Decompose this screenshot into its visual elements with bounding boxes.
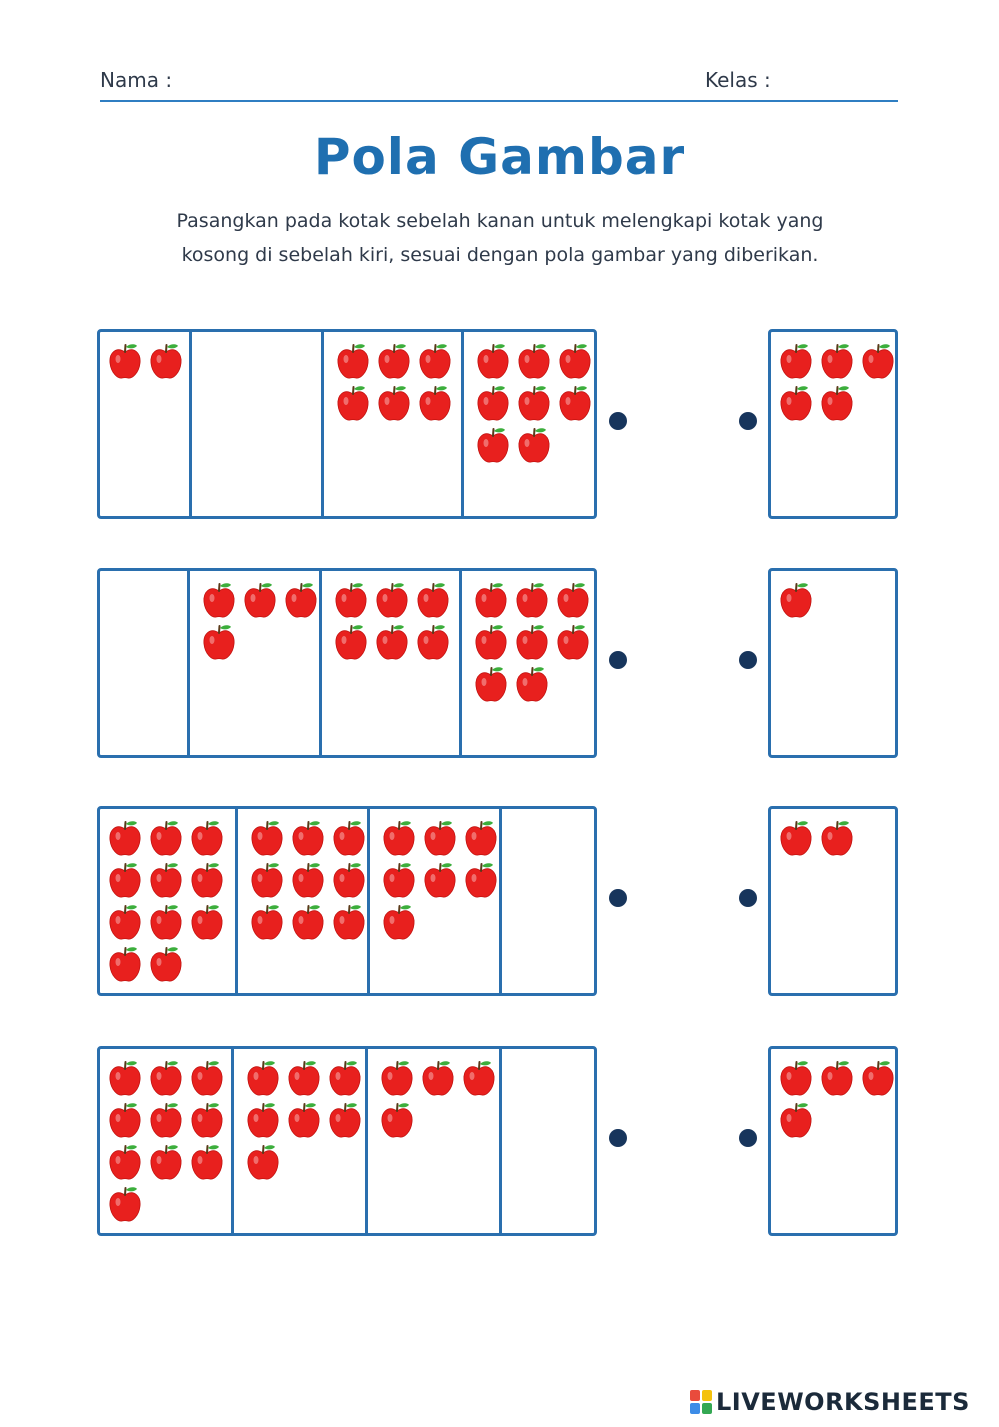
pattern-cell — [319, 571, 462, 755]
apple-icon — [202, 623, 236, 661]
apple-icon — [243, 581, 277, 619]
answer-box — [768, 806, 898, 996]
apple-icon — [779, 342, 813, 380]
instruction-line-2: kosong di sebelah kiri, sesuai dengan pola gambar yang diberikan. — [181, 244, 819, 266]
apple-icon — [190, 1101, 224, 1139]
apple-icon — [476, 384, 510, 422]
apple-icon — [423, 861, 457, 899]
apple-icon — [423, 819, 457, 857]
apple-icon — [149, 1143, 183, 1181]
apple-icon — [779, 1059, 813, 1097]
apple-icon — [108, 1143, 142, 1181]
page-title: Pola Gambar — [313, 128, 686, 186]
apple-icon — [382, 903, 416, 941]
apple-icon — [334, 581, 368, 619]
apple-icon — [820, 384, 854, 422]
instructions — [100, 204, 900, 272]
apple-icon — [779, 581, 813, 619]
header-line — [100, 100, 898, 102]
apple-icon — [190, 819, 224, 857]
apple-icon — [462, 1059, 496, 1097]
apple-icon — [375, 623, 409, 661]
pattern-strip — [97, 806, 597, 996]
apple-icon — [108, 861, 142, 899]
apple-icon — [291, 861, 325, 899]
pattern-cell — [235, 809, 370, 993]
apple-icon — [250, 819, 284, 857]
apple-icon — [476, 426, 510, 464]
apple-icon — [820, 819, 854, 857]
apple-icon — [250, 861, 284, 899]
apple-icon — [336, 342, 370, 380]
pattern-cell — [321, 332, 464, 516]
apple-icon — [418, 384, 452, 422]
match-dot-left[interactable] — [609, 1129, 627, 1147]
apple-icon — [108, 1101, 142, 1139]
liveworksheets-logo — [690, 1386, 970, 1418]
apple-icon — [474, 665, 508, 703]
match-dot-right[interactable] — [739, 651, 757, 669]
apple-icon — [332, 861, 366, 899]
apple-icon — [149, 819, 183, 857]
apple-icon — [416, 581, 450, 619]
apple-icon — [382, 819, 416, 857]
empty-pattern-cell[interactable] — [499, 1049, 597, 1233]
apple-icon — [332, 903, 366, 941]
apple-icon — [418, 342, 452, 380]
apple-icon — [246, 1143, 280, 1181]
apple-icon — [149, 861, 183, 899]
apple-icon — [556, 623, 590, 661]
apple-icon — [328, 1101, 362, 1139]
apple-icon — [328, 1059, 362, 1097]
apple-icon — [558, 384, 592, 422]
match-dot-right[interactable] — [739, 1129, 757, 1147]
apple-icon — [861, 342, 895, 380]
apple-icon — [108, 342, 142, 380]
match-dot-right[interactable] — [739, 412, 757, 430]
apple-icon — [108, 945, 142, 983]
apple-icon — [284, 581, 318, 619]
pattern-strip — [97, 329, 597, 519]
apple-icon — [246, 1101, 280, 1139]
apple-icon — [820, 342, 854, 380]
apple-icon — [190, 1143, 224, 1181]
pattern-cell — [367, 809, 502, 993]
apple-icon — [380, 1101, 414, 1139]
pattern-cell — [187, 571, 322, 755]
apple-icon — [149, 1059, 183, 1097]
apple-icon — [246, 1059, 280, 1097]
apple-icon — [464, 819, 498, 857]
apple-icon — [108, 1059, 142, 1097]
apple-icon — [377, 384, 411, 422]
apple-icon — [515, 623, 549, 661]
empty-pattern-cell[interactable] — [189, 332, 324, 516]
apple-icon — [382, 861, 416, 899]
answer-box — [768, 568, 898, 758]
pattern-cell — [461, 332, 597, 516]
apple-icon — [334, 623, 368, 661]
apple-icon — [108, 1185, 142, 1223]
name-label: Nama : — [100, 68, 173, 92]
apple-icon — [558, 342, 592, 380]
pattern-cell — [100, 809, 238, 993]
class-label: Kelas : — [705, 68, 771, 92]
apple-icon — [190, 861, 224, 899]
empty-pattern-cell[interactable] — [100, 571, 190, 755]
apple-icon — [517, 342, 551, 380]
apple-icon — [291, 819, 325, 857]
apple-icon — [474, 623, 508, 661]
apple-icon — [820, 1059, 854, 1097]
liveworksheets-brand: LIVEWORKSHEETS — [716, 1388, 970, 1416]
apple-icon — [421, 1059, 455, 1097]
apple-icon — [861, 1059, 895, 1097]
apple-icon — [779, 819, 813, 857]
answer-box — [768, 329, 898, 519]
pattern-cell — [459, 571, 597, 755]
apple-icon — [515, 665, 549, 703]
apple-icon — [202, 581, 236, 619]
apple-icon — [291, 903, 325, 941]
apple-icon — [336, 384, 370, 422]
pattern-strip — [97, 568, 597, 758]
apple-icon — [149, 1101, 183, 1139]
match-dot-left[interactable] — [609, 889, 627, 907]
apple-icon — [464, 861, 498, 899]
apple-icon — [779, 1101, 813, 1139]
apple-icon — [149, 903, 183, 941]
apple-icon — [476, 342, 510, 380]
instruction-line-1: Pasangkan pada kotak sebelah kanan untuk melengkapi kotak yang — [176, 210, 824, 232]
pattern-strip — [97, 1046, 597, 1236]
match-dot-left[interactable] — [609, 651, 627, 669]
apple-icon — [250, 903, 284, 941]
match-dot-right[interactable] — [739, 889, 757, 907]
apple-icon — [332, 819, 366, 857]
apple-icon — [779, 384, 813, 422]
apple-icon — [380, 1059, 414, 1097]
apple-icon — [416, 623, 450, 661]
apple-icon — [190, 1059, 224, 1097]
liveworksheets-icon — [690, 1390, 712, 1414]
apple-icon — [190, 903, 224, 941]
match-dot-left[interactable] — [609, 412, 627, 430]
apple-icon — [108, 903, 142, 941]
pattern-cell — [365, 1049, 502, 1233]
apple-icon — [149, 342, 183, 380]
pattern-cell — [231, 1049, 368, 1233]
pattern-cell — [100, 332, 192, 516]
apple-icon — [517, 426, 551, 464]
pattern-cell — [100, 1049, 234, 1233]
apple-icon — [287, 1101, 321, 1139]
apple-icon — [377, 342, 411, 380]
apple-icon — [515, 581, 549, 619]
apple-icon — [108, 819, 142, 857]
empty-pattern-cell[interactable] — [499, 809, 597, 993]
apple-icon — [375, 581, 409, 619]
apple-icon — [517, 384, 551, 422]
apple-icon — [287, 1059, 321, 1097]
apple-icon — [474, 581, 508, 619]
apple-icon — [149, 945, 183, 983]
apple-icon — [556, 581, 590, 619]
answer-box — [768, 1046, 898, 1236]
